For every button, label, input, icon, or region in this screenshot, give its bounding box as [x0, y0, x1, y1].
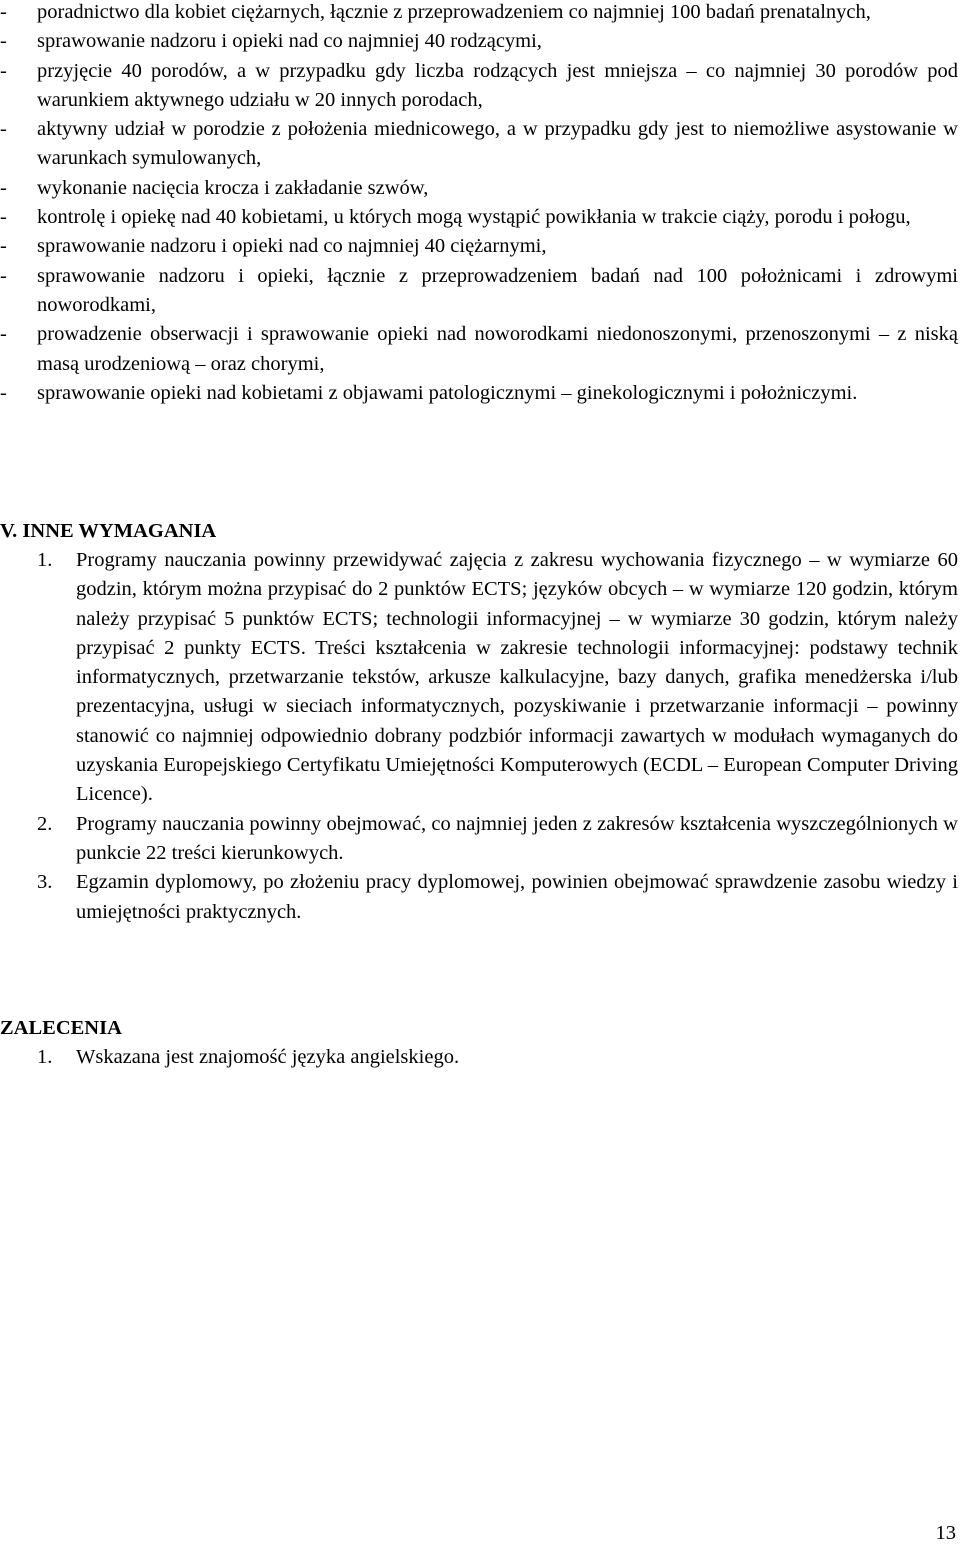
list-marker: - [0, 206, 7, 229]
list-item-text: poradnictwo dla kobiet ciężarnych, łącznie z przeprowadzeniem co najmniej 100 badań prenatalnych, [37, 1, 871, 23]
numbered-item [37, 546, 958, 810]
section-heading: V. INNE WYMAGANIA [0, 520, 217, 542]
list-item-text: wykonanie nacięcia krocza i zakładanie szwów, [37, 176, 429, 199]
list-item-text: przyjęcie 40 porodów, a w przypadku gdy liczba rodzących jest mniejsza – co najmniej 30 porodów pod warunkiem aktywnego udziału w 20 innych porodach, [37, 59, 958, 111]
list-item [0, 115, 958, 174]
numbered-item-text: Programy nauczania powinny przewidywać zajęcia z zakresu wychowania fizycznego – w wymiarze 60 godzin, którym można przypisać do 2 punktów ECTS; języków obcych – w wymiarze 120 godzin, którym należy przypisać 5 punktów ECTS; technologii informacyjnej – w wymiarze 30 godzin, którym należy przypisać 2 punkty ECTS. Treści kształcenia w zakresie technologii informacyjnej: podstawy technik informatycznych, przetwarzanie tekstów, arkusze kalkulacyjne, bazy danych, grafika menedżerska i/lub prezentacyjna, usługi w sieciach informatycznych, pozyskiwanie i przetwarzanie informacji – powinny stanowić co najmniej odpowiednio dobrany podzbiór informacji zawartych w modułach wymaganych do uzyskania Europejskiego Certyfikatu Umiejętności Komputerowych (ECDL – European Computer Driving Licence). [76, 549, 958, 806]
list-item-text: sprawowanie nadzoru i opieki, łącznie z przeprowadzeniem badań nad 100 położnicami i zdrowymi noworodkami, [37, 264, 958, 316]
list-item-text: prowadzenie obserwacji i sprawowanie opieki nad noworodkami niedonoszonymi, przenoszonymi – z niską masą urodzeniową – oraz chorymi, [37, 323, 958, 375]
numbered-item [37, 868, 958, 927]
list-item-text: sprawowanie opieki nad kobietami z objawami patologicznymi – ginekologicznymi i położniczymi. [37, 381, 858, 404]
list-marker: - [0, 118, 7, 141]
list-item [0, 27, 958, 56]
list-item-text: kontrolę i opiekę nad 40 kobietami, u których mogą wystąpić powikłania w trakcie ciąży, porodu i połogu, [37, 206, 911, 229]
list-item-text: sprawowanie nadzoru i opieki nad co najmniej 40 rodzącymi, [37, 30, 542, 53]
list-marker: - [0, 30, 7, 53]
list-item [0, 320, 958, 379]
recommendations-list [37, 1043, 958, 1072]
item-number: 2. [37, 812, 53, 835]
numbered-item-text: Egzamin dyplomowy, po złożeniu pracy dyplomowej, powinien obejmować sprawdzenie zasobu wiedzy i umiejętności praktycznych. [76, 871, 958, 923]
numbered-item [37, 1043, 958, 1072]
list-marker: - [0, 176, 7, 199]
list-item [0, 0, 958, 27]
list-item-text: aktywny udział w porodzie z położenia miednicowego, a w przypadku gdy jest to niemożliwe asystowanie w warunkach symulowanych, [37, 118, 958, 170]
page-number: 13 [935, 1522, 956, 1544]
recommendations-heading: ZALECENIA [0, 1017, 122, 1039]
list-item [0, 57, 958, 116]
list-marker: - [0, 323, 7, 346]
list-item [0, 232, 958, 261]
numbered-item [37, 810, 958, 869]
list-item-text: sprawowanie nadzoru i opieki nad co najmniej 40 ciężarnymi, [37, 235, 547, 258]
numbered-list [37, 546, 958, 927]
list-item [0, 262, 958, 321]
list-item [0, 203, 958, 232]
item-number: 3. [37, 871, 53, 894]
list-marker: - [0, 381, 7, 404]
list-marker: - [0, 1, 7, 23]
list-item [0, 174, 958, 203]
list-marker: - [0, 264, 7, 287]
list-marker: - [0, 59, 7, 82]
list-item [0, 379, 958, 408]
requirements-list [0, 0, 958, 408]
item-number: 1. [37, 1046, 53, 1068]
item-number: 1. [37, 549, 53, 571]
numbered-item-text: Programy nauczania powinny obejmować, co najmniej jeden z zakresów kształcenia wyszczególnionych w punkcie 22 treści kierunkowych. [76, 812, 958, 864]
numbered-item-text: Wskazana jest znajomość języka angielskiego. [76, 1046, 460, 1068]
list-marker: - [0, 235, 7, 258]
